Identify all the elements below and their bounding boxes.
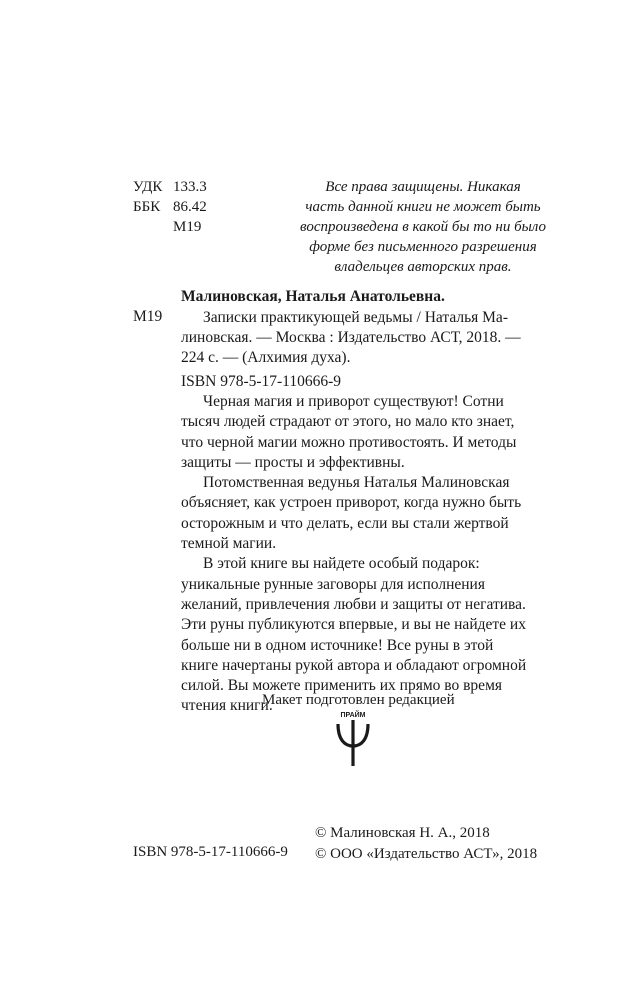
annotation-paragraph: Потомственная ведунья Наталья Малиновская объясняет, как устроен приворот, когда нужно быть осторожным и что делать, если вы стали жертвой темной магии.: [181, 474, 522, 553]
psi-trident-icon: [333, 710, 373, 768]
annotation-paragraph: Черная магия и приворот существуют! Сотни тысяч людей страдают от этого, но мало кто знает, что черной магии можно противостоять. И методы защиты — просты и эффективны.: [181, 393, 517, 471]
rights-notice: [292, 177, 554, 277]
publisher-logo: [333, 710, 373, 768]
annotation-paragraph: В этой книге вы найдете особый подарок: уникальные рунные заговоры для исполнения желаний, привлечения любви и защиты от негатива. Эти руны публикуются впервые, и вы не найдете их больше ни в одном источнике! Все руны в этой книге начертаны рукой автора и обладают огромной силой. Вы можете применить их прямо во время чтения книги.: [181, 555, 527, 715]
bibliographic-mark: М19: [133, 308, 163, 325]
author-mark: М19: [173, 219, 202, 235]
rights-line: воспроизведена в какой бы то ни было: [300, 219, 546, 235]
classification-codes: [133, 177, 207, 237]
rights-line: владельцев авторских прав.: [334, 259, 512, 275]
description-line: линовская. — Москва : Издательство АСТ, 2018. —: [181, 329, 521, 346]
copyright-author: © Малиновская Н. А., 2018: [315, 825, 490, 841]
bibliographic-description: [181, 308, 531, 368]
footer-isbn: ISBN 978-5-17-110666-9: [133, 844, 288, 860]
rights-line: форме без письменного разрешения: [309, 239, 537, 255]
description-line: Записки практикующей ведьмы / Наталья Ма-: [203, 309, 508, 326]
description-line: 224 с. — (Алхимия духа).: [181, 349, 351, 366]
annotation: [181, 392, 531, 717]
bbk-value: 86.42: [173, 199, 207, 215]
prepared-by: Макет подготовлен редакцией: [262, 692, 455, 708]
author-heading: Малиновская, Наталья Анатольевна.: [181, 288, 445, 305]
bibliographic-isbn: ISBN 978-5-17-110666-9: [181, 373, 342, 390]
rights-line: часть данной книги не может быть: [305, 199, 541, 215]
rights-line: Все права защищены. Никакая: [325, 179, 521, 195]
copyright-block: [315, 823, 537, 865]
udk-label: УДК: [133, 179, 163, 195]
logo-text: ПРАЙМ: [340, 712, 366, 719]
udk-value: 133.3: [173, 179, 207, 195]
bbk-label: ББК: [133, 199, 161, 215]
copyright-publisher: © ООО «Издательство АСТ», 2018: [315, 846, 538, 862]
